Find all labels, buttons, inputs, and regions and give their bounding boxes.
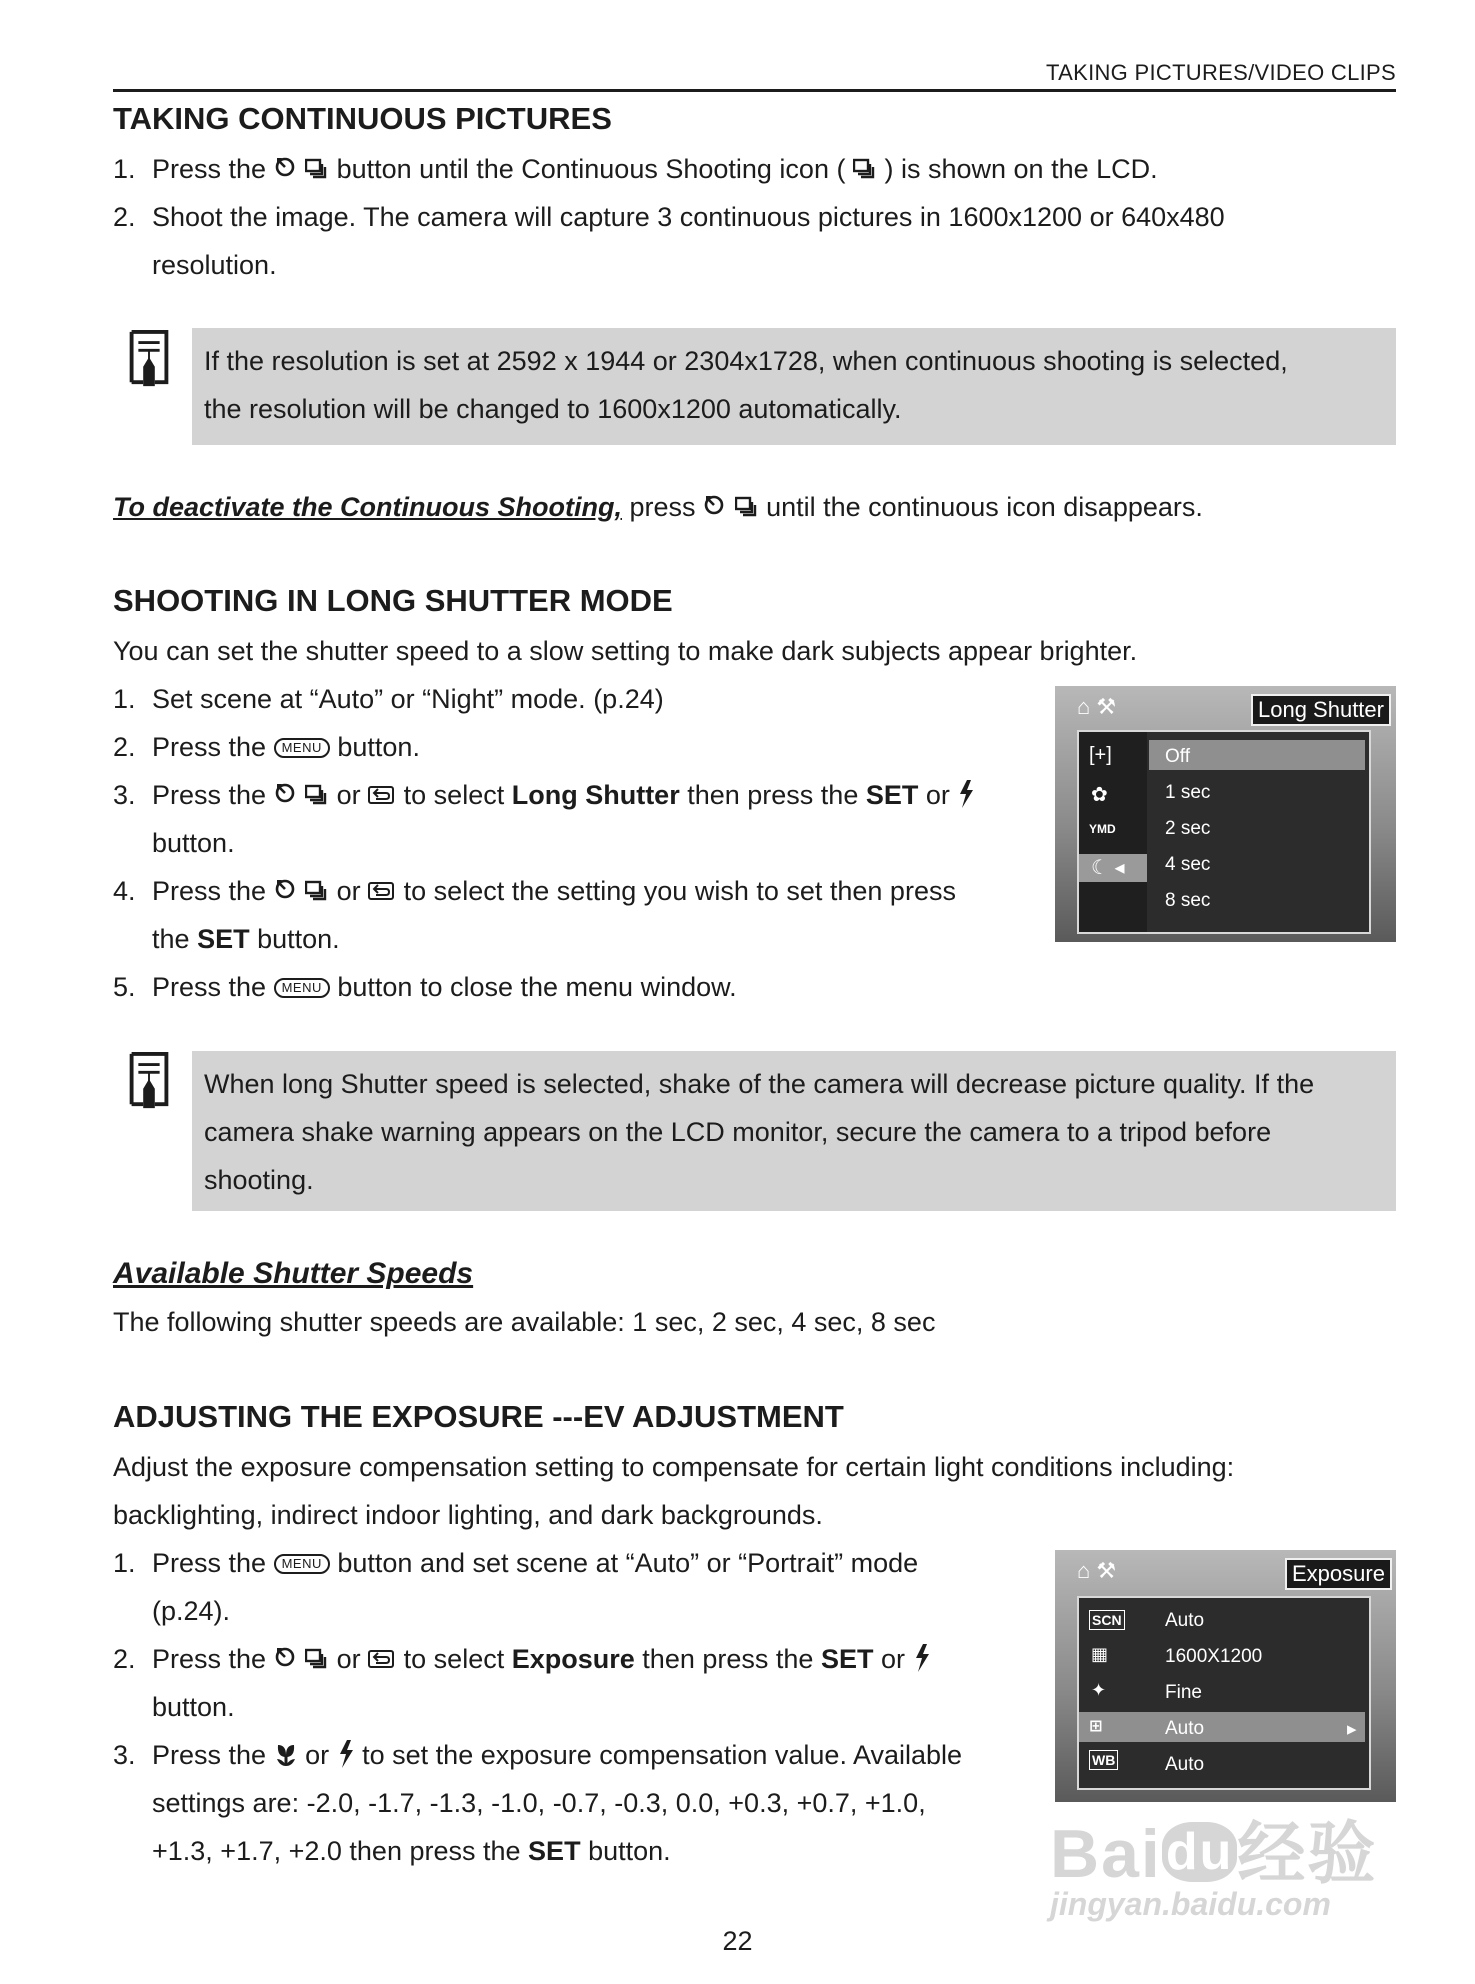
lcd-option: 4 sec <box>1165 854 1211 875</box>
macro-icon <box>274 1741 298 1767</box>
step-number: 1. <box>113 1548 136 1578</box>
lcd-option: 1600X1200 <box>1165 1646 1263 1667</box>
lcd-white-balance-label: WB <box>1089 1750 1118 1770</box>
flash-icon <box>337 1740 355 1770</box>
note-icon <box>126 330 172 388</box>
step-number: 1. <box>113 684 136 714</box>
long-shutter-intro: You can set the shutter speed to a slow setting to make dark subjects appear brighter. <box>113 636 1138 666</box>
exposure-step-3-line3: +1.3, +1.7, +2.0 then press the SET button. <box>152 1836 671 1866</box>
return-icon <box>368 879 396 903</box>
continuous-step-1: Press the button until the Continuous Shooting icon ( ) is shown on the LCD. <box>152 154 1158 184</box>
exposure-step-3: Press the or to set the exposure compensation value. Available <box>152 1740 963 1770</box>
lcd-option: Auto <box>1165 1718 1205 1739</box>
long-shutter-step-4: Press the or to select the setting you wish to set then press <box>152 876 956 906</box>
flash-icon <box>957 780 975 810</box>
section-heading-continuous: TAKING CONTINUOUS PICTURES <box>113 101 612 136</box>
step-number: 3. <box>113 780 136 810</box>
lcd-option: 1 sec <box>1165 782 1211 803</box>
continuous-shooting-icon <box>853 157 877 181</box>
long-shutter-step-5: Press the MENU button to close the menu window. <box>152 972 737 1002</box>
continuous-shooting-icon <box>305 879 329 903</box>
self-timer-icon <box>703 493 727 519</box>
continuous-shooting-icon <box>305 783 329 807</box>
header-rule <box>113 89 1396 92</box>
lcd-menu-title: Exposure <box>1285 1558 1392 1590</box>
self-timer-icon <box>274 781 298 807</box>
running-header: TAKING PICTURES/VIDEO CLIPS <box>1046 60 1396 85</box>
continuous-step-2-line1: Shoot the image. The camera will capture 3 continuous pictures in 1600x1200 or 640x480 <box>152 202 1225 232</box>
deactivate-continuous-text: To deactivate the Continuous Shooting, press until the continuous icon disappears. <box>113 492 1203 522</box>
page-number: 22 <box>722 1926 753 1956</box>
long-shutter-step-2: Press the MENU button. <box>152 732 420 762</box>
available-shutter-speeds-text: The following shutter speeds are available: 1 sec, 2 sec, 4 sec, 8 sec <box>113 1307 936 1337</box>
continuous-shooting-icon <box>735 495 759 519</box>
note-text-line1: If the resolution is set at 2592 x 1944 or 2304x1728, when continuous shooting is selected, <box>204 346 1288 376</box>
exposure-step-2: Press the or to select Exposure then press the SET or <box>152 1635 931 1683</box>
step-number: 2. <box>113 202 136 232</box>
lcd-arrow-icon: ▸ <box>1347 1719 1357 1740</box>
exposure-step-3-line2: settings are: -2.0, -1.7, -1.3, -1.0, -0.7, -0.3, 0.0, +0.3, +0.7, +1.0, <box>152 1788 926 1818</box>
lcd-option: Auto <box>1165 1754 1205 1775</box>
lcd-night-icon: ☾ ◂ <box>1091 857 1125 879</box>
lcd-date-icon: YMD <box>1089 822 1116 836</box>
long-shutter-step-1: Set scene at “Auto” or “Night” mode. (p.24) <box>152 684 664 714</box>
note-text-line1: When long Shutter speed is selected, shake of the camera will decrease picture quality. If the <box>204 1069 1315 1099</box>
lcd-menu-panel <box>1077 1596 1371 1790</box>
available-shutter-speeds-heading: Available Shutter Speeds <box>113 1257 474 1290</box>
lcd-size-icon: ▦ <box>1091 1644 1109 1664</box>
lcd-ev-icon: ⊞ <box>1089 1718 1103 1735</box>
lcd-tab-icons: ⌂ ⚒ <box>1077 1558 1117 1583</box>
lcd-option: 2 sec <box>1165 818 1211 839</box>
section-heading-exposure: ADJUSTING THE EXPOSURE ---EV ADJUSTMENT <box>113 1399 844 1434</box>
lcd-option: 8 sec <box>1165 890 1211 911</box>
note-icon <box>126 1052 172 1110</box>
step-number: 3. <box>113 1740 136 1770</box>
note-text-line2: the resolution will be changed to 1600x1200 automatically. <box>204 394 902 424</box>
continuous-shooting-icon <box>305 157 329 181</box>
lcd-option: Fine <box>1165 1682 1202 1703</box>
exposure-step-1-line2: (p.24). <box>152 1596 231 1626</box>
self-timer-icon <box>274 877 298 903</box>
lcd-menu-panel <box>1077 730 1371 934</box>
return-icon <box>368 1647 396 1671</box>
lcd-tab-icons: ⌂ ⚒ <box>1077 694 1117 719</box>
return-icon <box>368 783 396 807</box>
long-shutter-step-3-line2: button. <box>152 828 235 858</box>
lcd-scene-label: SCN <box>1089 1610 1125 1630</box>
menu-button-icon: MENU <box>274 738 330 758</box>
note-text-line2: camera shake warning appears on the LCD monitor, secure the camera to a tripod before <box>204 1117 1272 1147</box>
continuous-step-2-line2: resolution. <box>152 250 277 280</box>
long-shutter-step-4-line2: the SET button. <box>152 924 340 954</box>
lcd-exposure-icon: [+] <box>1089 744 1112 766</box>
menu-button-icon: MENU <box>274 978 330 998</box>
self-timer-icon <box>274 1645 298 1671</box>
step-number: 1. <box>113 154 136 184</box>
note-box-resolution <box>192 328 1396 445</box>
step-number: 2. <box>113 1644 136 1674</box>
section-heading-long-shutter: SHOOTING IN LONG SHUTTER MODE <box>113 583 673 618</box>
lcd-menu-title: Long Shutter <box>1251 694 1391 726</box>
lcd-palette-icon: ✿ <box>1091 784 1108 806</box>
menu-button-icon: MENU <box>274 1554 330 1574</box>
exposure-step-1: Press the MENU button and set scene at “Auto” or “Portrait” mode <box>152 1548 919 1578</box>
step-number: 2. <box>113 732 136 762</box>
lcd-quality-icon: ✦ <box>1091 1680 1107 1700</box>
self-timer-icon <box>274 155 298 181</box>
watermark-url: jingyan.baidu.com <box>1050 1886 1331 1922</box>
note-box-shake-warning <box>192 1051 1396 1211</box>
note-text-line3: shooting. <box>204 1165 314 1195</box>
flash-icon <box>913 1644 931 1674</box>
step-number: 5. <box>113 972 136 1002</box>
exposure-step-2-line2: button. <box>152 1692 235 1722</box>
long-shutter-step-3: Press the or to select Long Shutter then press the SET or <box>152 771 975 819</box>
lcd-screenshot-exposure <box>1055 1550 1396 1802</box>
lcd-option: Auto <box>1165 1610 1205 1631</box>
step-number: 4. <box>113 876 136 906</box>
lcd-highlight-row <box>1079 1712 1365 1742</box>
watermark-logo: Baidu经验 <box>1050 1816 1378 1892</box>
lcd-option: Off <box>1165 746 1190 767</box>
exposure-intro-line2: backlighting, indirect indoor lighting, and dark backgrounds. <box>113 1500 823 1530</box>
continuous-shooting-icon <box>305 1647 329 1671</box>
exposure-intro-line1: Adjust the exposure compensation setting to compensate for certain light conditions including: <box>113 1452 1235 1482</box>
lcd-screenshot-long-shutter <box>1055 686 1396 942</box>
